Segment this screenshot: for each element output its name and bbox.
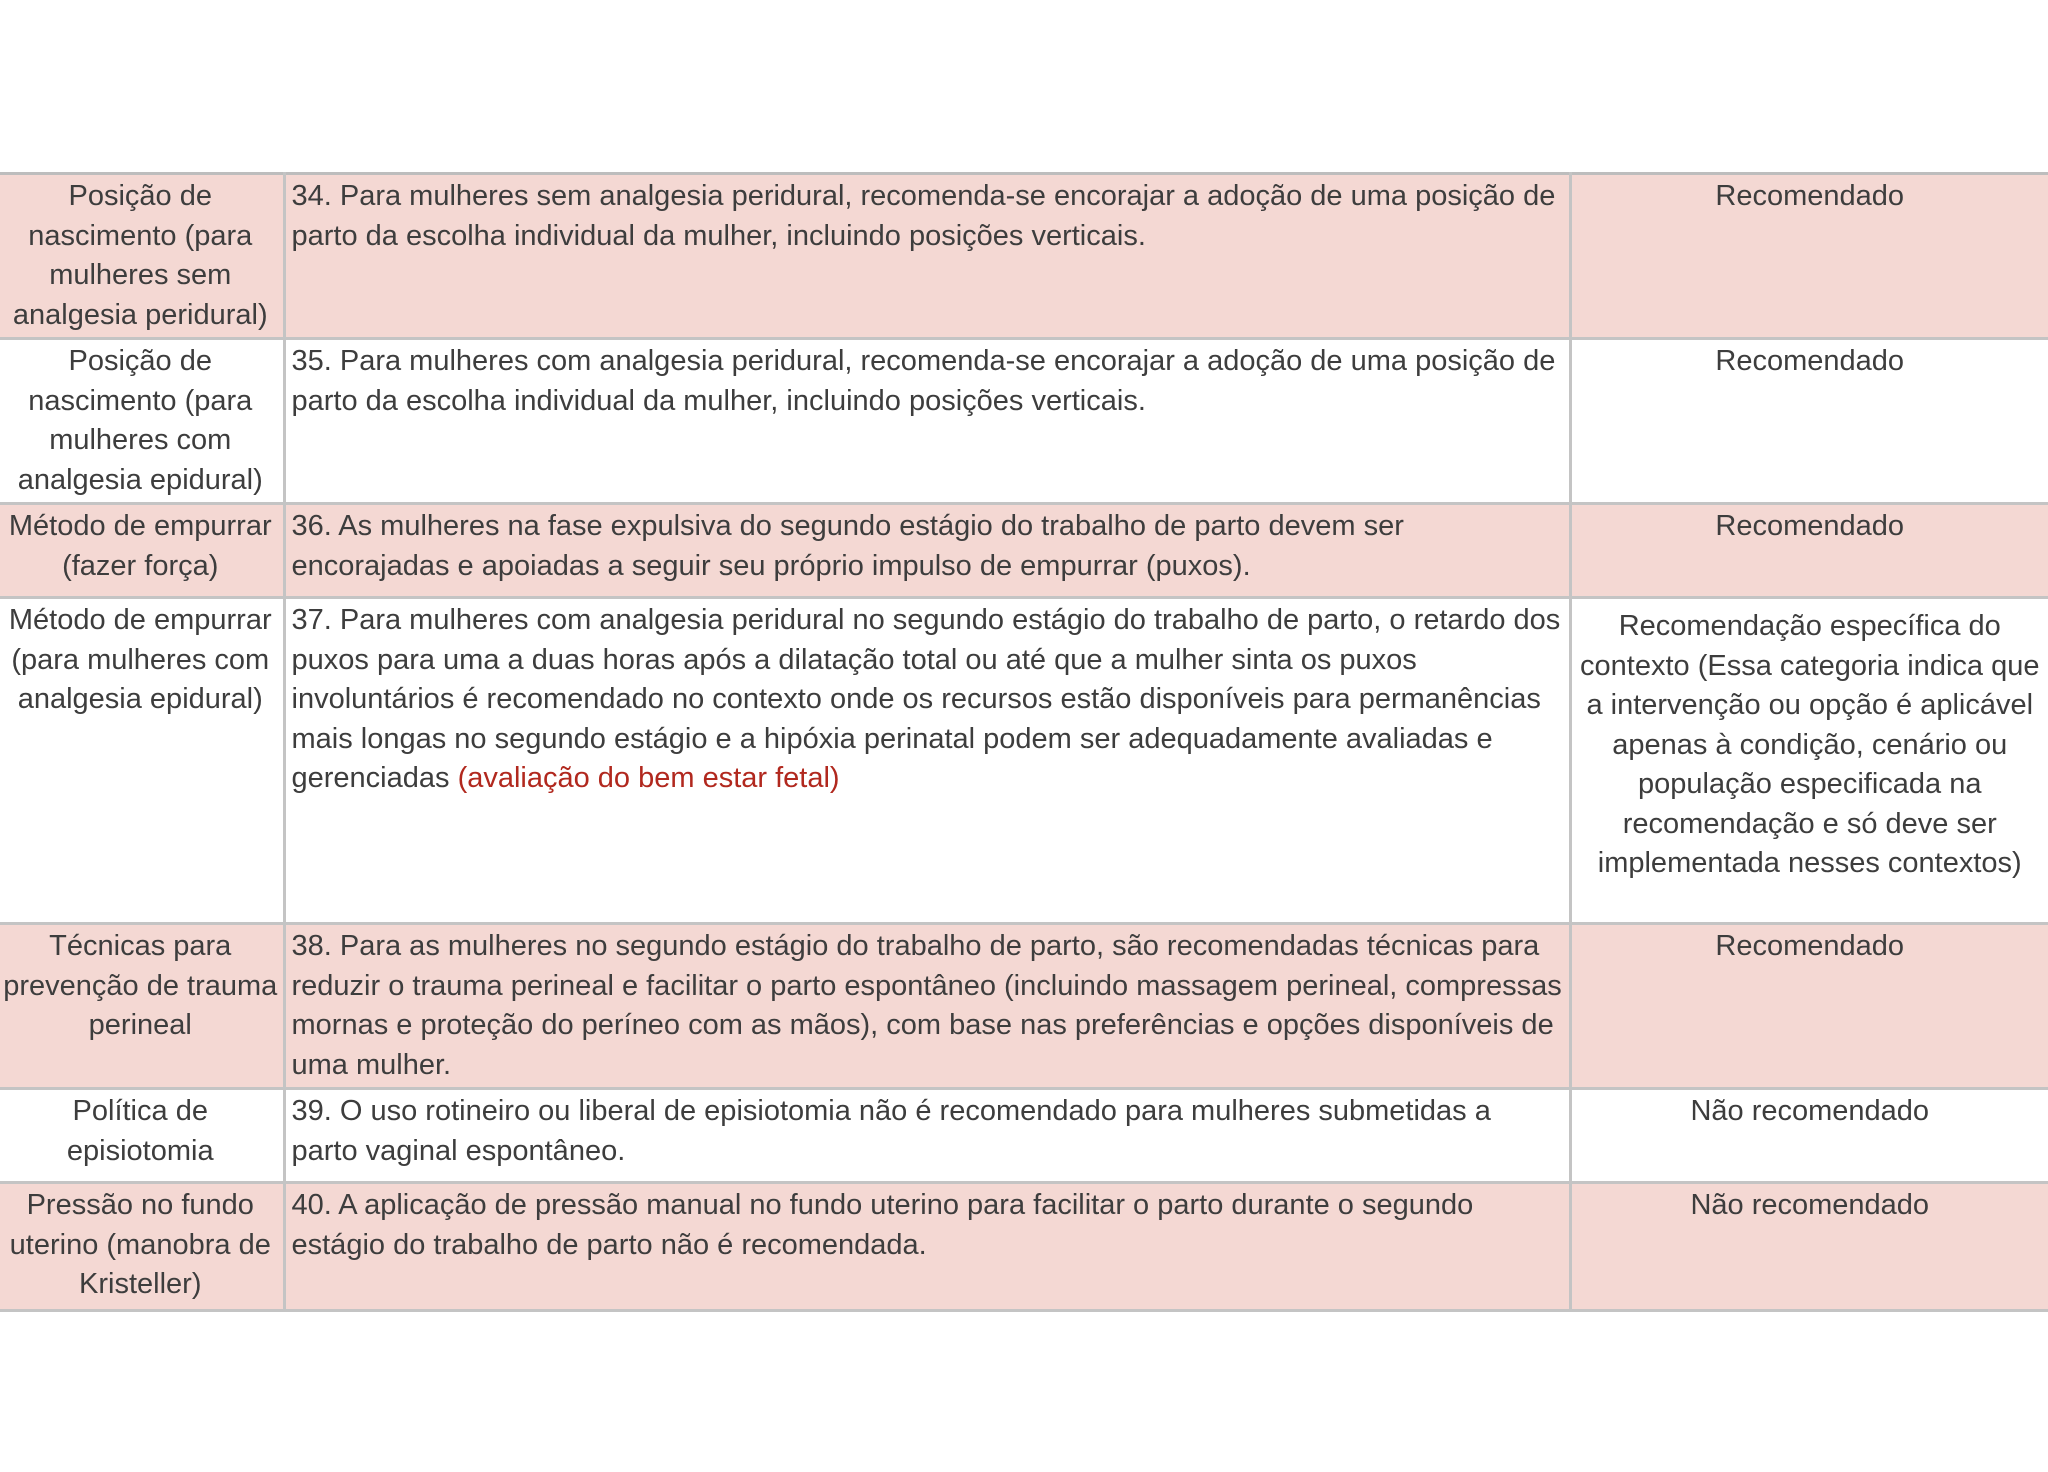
recommendation-cell: 38. Para as mulheres no segundo estágio do trabalho de parto, são recomendadas técnicas para reduzir o trauma perineal e facilitar o parto espontâneo (incluindo massagem perineal, compressas mornas e proteção do períneo com as mãos), com base nas preferências e opções disponíveis de uma mulher. — [284, 924, 1570, 1089]
table-row — [0, 339, 2048, 504]
category-cell: Não recomendado — [1570, 1183, 2048, 1311]
category-text: Recomendação específica do contexto (Essa categoria indica que a intervenção ou opção é aplicável apenas à condição, cenário ou população especificada na recomendação e só deve ser implementada nesses contextos) — [1580, 610, 2040, 879]
recommendation-cell: 34. Para mulheres sem analgesia peridural, recomenda-se encorajar a adoção de uma posição de parto da escolha individual da mulher, incluindo posições verticais. — [284, 174, 1570, 339]
table-row — [0, 598, 2048, 924]
table-row — [0, 174, 2048, 339]
category-cell: Recomendado — [1570, 924, 2048, 1089]
recommendation-highlight: (avaliação do bem estar fetal) — [457, 762, 840, 794]
table-row — [0, 1183, 2048, 1311]
recommendation-cell: 35. Para mulheres com analgesia peridural, recomenda-se encorajar a adoção de uma posição de parto da escolha individual da mulher, incluindo posições verticais. — [284, 339, 1570, 504]
topic-cell: Posição de nascimento (para mulheres sem analgesia peridural) — [0, 174, 284, 339]
table-row — [0, 924, 2048, 1089]
topic-cell: Posição de nascimento (para mulheres com analgesia epidural) — [0, 339, 284, 504]
recommendation-cell: 40. A aplicação de pressão manual no fundo uterino para facilitar o parto durante o segundo estágio do trabalho de parto não é recomendada. — [284, 1183, 1570, 1311]
category-cell: Recomendado — [1570, 174, 2048, 339]
category-cell — [1570, 598, 2048, 924]
recommendation-cell — [284, 598, 1570, 924]
recommendations-table — [0, 172, 2048, 1312]
recommendation-cell: 36. As mulheres na fase expulsiva do segundo estágio do trabalho de parto devem ser encorajadas e apoiadas a seguir seu próprio impulso de empurrar (puxos). — [284, 504, 1570, 598]
topic-cell: Técnicas para prevenção de trauma perineal — [0, 924, 284, 1089]
recommendation-text: 37. Para mulheres com analgesia peridural no segundo estágio do trabalho de parto, o retardo dos puxos para uma a duas horas após a dilatação total ou até que a mulher sinta os puxos involuntários é recomendado no contexto onde os recursos estão disponíveis para permanências mais longas no segundo estágio e a hipóxia perinatal podem ser adequadamente avaliadas e gerenciadas — [291, 604, 1561, 794]
category-cell: Recomendado — [1570, 504, 2048, 598]
recommendation-cell: 39. O uso rotineiro ou liberal de episiotomia não é recomendado para mulheres submetidas a parto vaginal espontâneo. — [284, 1089, 1570, 1183]
topic-cell: Método de empurrar (fazer força) — [0, 504, 284, 598]
category-cell: Recomendado — [1570, 339, 2048, 504]
topic-cell: Pressão no fundo uterino (manobra de Kristeller) — [0, 1183, 284, 1311]
table-row — [0, 504, 2048, 598]
category-cell: Não recomendado — [1570, 1089, 2048, 1183]
topic-cell: Política de episiotomia — [0, 1089, 284, 1183]
table-row — [0, 1089, 2048, 1183]
topic-cell: Método de empurrar (para mulheres com analgesia epidural) — [0, 598, 284, 924]
